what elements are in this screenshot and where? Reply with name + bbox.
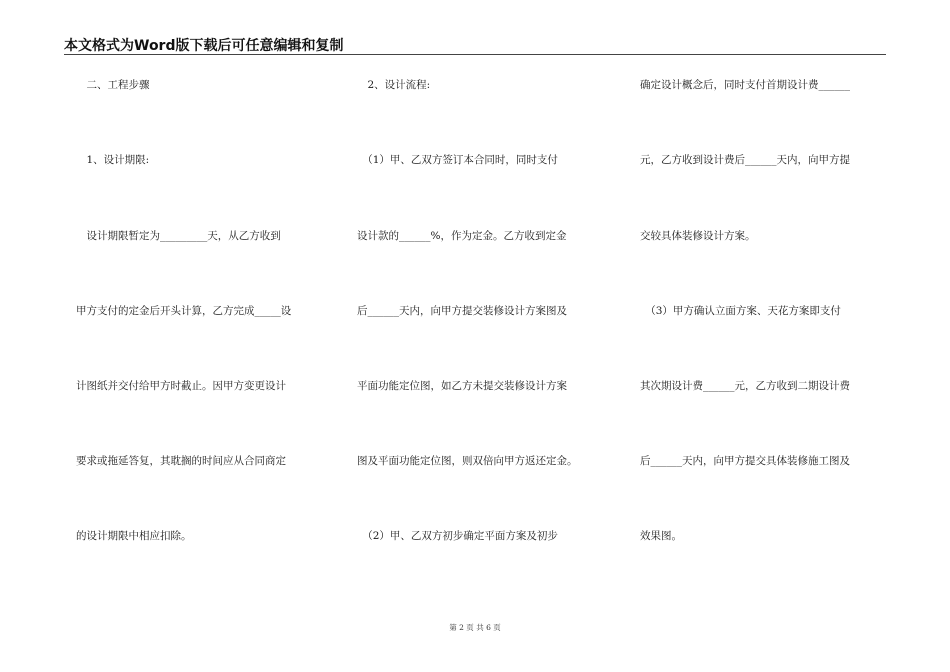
text-line: （2）甲、乙双方初步确定平面方案及初步 [357,530,558,542]
text-line: （3）甲方确认立面方案、天花方案即支付 [640,305,841,317]
text-line: 后______天内，向甲方提交装修设计方案图及 [357,305,567,317]
text-line: 交较具体装修设计方案。 [640,230,756,242]
text-line: 确定设计概念后，同时支付首期设计费______ [640,79,850,91]
text-line: 效果图。 [640,530,682,542]
text-line: 的设计期限中相应扣除。 [76,530,192,542]
text-line: 图及平面功能定位图，则双倍向甲方返还定金。 [357,455,578,467]
text-line: 二、工程步骤 [76,79,150,91]
page-header [64,34,886,55]
text-line: 要求或拖延答复，其耽搁的时间应从合同商定 [76,455,286,467]
text-line: 1、设计期限: [76,154,150,166]
page-number: 第 2 页 共 6 页 [449,623,501,632]
header-title: 本文格式为Word版下载后可任意编辑和复制 [64,38,344,54]
text-line: 平面功能定位图，如乙方未提交装修设计方案 [357,380,567,392]
text-line: 其次期设计费______元，乙方收到二期设计费 [640,380,850,392]
text-line: 设计款的______%，作为定金。乙方收到定金 [357,230,567,242]
text-line: 后______天内，向甲方提交具体装修施工图及 [640,455,850,467]
text-line: （1）甲、乙双方签订本合同时，同时支付 [357,154,558,166]
text-line: 甲方支付的定金后开头计算，乙方完成_____设 [76,305,292,317]
text-line: 计图纸并交付给甲方时截止。因甲方变更设计 [76,380,286,392]
text-line: 设计期限暂定为_________天，从乙方收到 [76,230,281,242]
text-line: 2、设计流程: [357,79,431,91]
text-line: 元，乙方收到设计费后______天内，向甲方提 [640,154,850,166]
